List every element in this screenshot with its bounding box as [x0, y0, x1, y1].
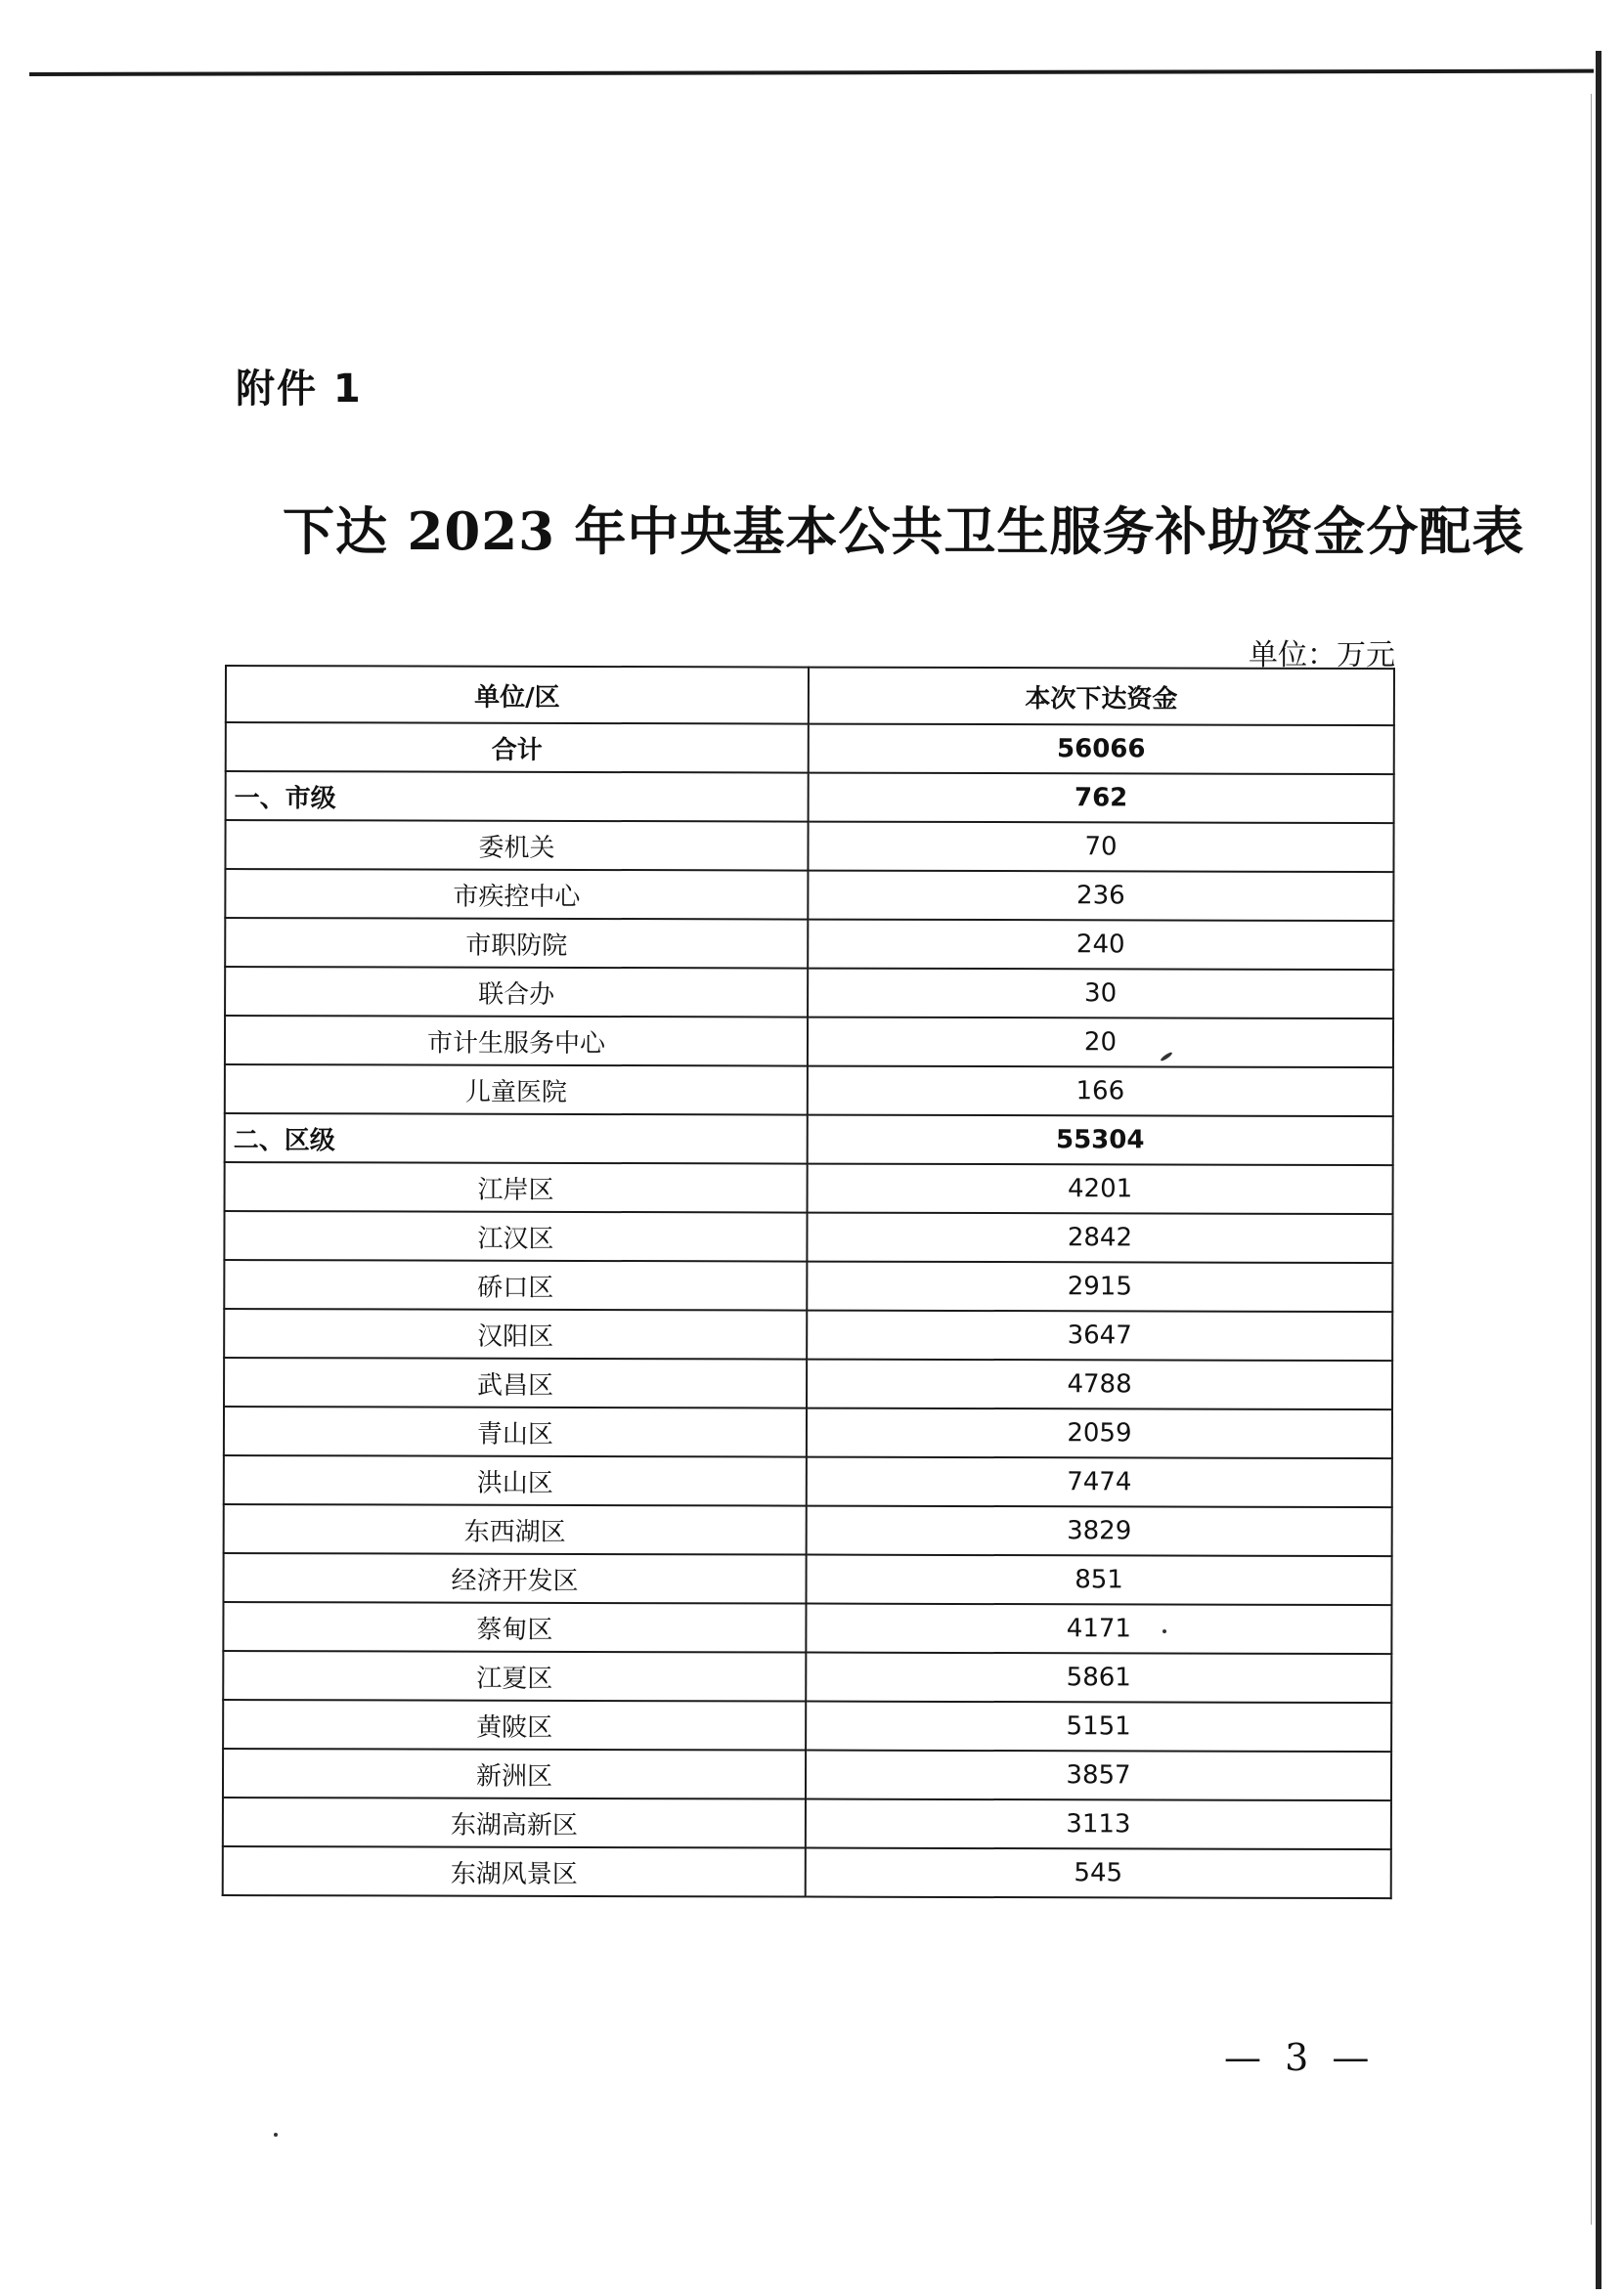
section-row-city	[226, 771, 1394, 823]
district-name: 硚口区	[224, 1260, 807, 1311]
district-amount: 2842	[807, 1213, 1392, 1264]
total-label: 合计	[226, 722, 809, 773]
unit-amount: 236	[808, 871, 1393, 922]
table-row	[224, 1260, 1392, 1312]
district-name: 江汉区	[224, 1211, 807, 1262]
district-name: 洪山区	[224, 1455, 807, 1506]
district-amount: 2915	[807, 1262, 1392, 1313]
unit-label: 单位：万元	[1249, 638, 1395, 672]
table-row	[224, 1455, 1392, 1507]
table-row	[224, 1211, 1392, 1263]
unit-name: 儿童医院	[225, 1064, 808, 1115]
district-amount: 7474	[807, 1457, 1392, 1508]
document-title: 下达 2023 年中央基本公共卫生服务补助资金分配表	[283, 501, 1525, 562]
table-row	[224, 1407, 1392, 1458]
table-row	[225, 1016, 1393, 1067]
table-row	[224, 1309, 1392, 1361]
district-name: 东湖高新区	[223, 1798, 806, 1848]
district-name: 经济开发区	[223, 1553, 806, 1604]
district-amount: 545	[806, 1848, 1391, 1899]
section-label: 二、区级	[225, 1113, 808, 1164]
unit-name: 市计生服务中心	[225, 1016, 808, 1066]
scan-right-shadow	[1591, 94, 1592, 2225]
total-row	[226, 722, 1394, 774]
table-row	[223, 1846, 1391, 1898]
table-row	[223, 1553, 1391, 1605]
table-row	[225, 918, 1393, 970]
total-amount: 56066	[809, 724, 1394, 775]
attachment-label: 附件 1	[236, 367, 363, 412]
district-name: 江夏区	[223, 1651, 806, 1702]
unit-name: 联合办	[225, 967, 808, 1018]
section-label: 一、市级	[226, 771, 809, 822]
scan-top-border	[29, 69, 1594, 76]
district-amount: 4201	[808, 1164, 1393, 1215]
district-amount: 4788	[807, 1360, 1392, 1410]
district-amount: 3647	[807, 1311, 1392, 1362]
district-amount: 5861	[806, 1653, 1391, 1704]
district-name: 东西湖区	[224, 1504, 807, 1555]
table-row	[225, 869, 1393, 921]
table-row	[224, 1504, 1392, 1556]
district-amount: 3857	[806, 1751, 1391, 1801]
district-name: 青山区	[224, 1407, 807, 1457]
unit-amount: 240	[808, 920, 1393, 971]
table-row	[224, 1358, 1392, 1409]
table-row	[223, 1749, 1391, 1800]
scan-speck	[274, 2133, 278, 2137]
district-name: 新洲区	[223, 1749, 806, 1799]
scan-right-border	[1596, 51, 1601, 2289]
allocation-table	[222, 665, 1395, 1899]
unit-amount: 166	[808, 1066, 1393, 1117]
section-amount: 55304	[808, 1115, 1393, 1166]
district-name: 武昌区	[224, 1358, 807, 1408]
table-row	[225, 1064, 1393, 1116]
table-row	[223, 1700, 1391, 1752]
district-amount: 4171	[806, 1604, 1391, 1655]
table-row	[223, 1798, 1391, 1849]
unit-name: 市职防院	[225, 918, 808, 969]
unit-name: 委机关	[225, 820, 808, 871]
unit-name: 市疾控中心	[225, 869, 808, 920]
district-name: 汉阳区	[224, 1309, 807, 1360]
district-name: 江岸区	[225, 1162, 808, 1213]
scan-speck	[1162, 1629, 1166, 1633]
district-amount: 3113	[806, 1799, 1391, 1850]
district-name: 东湖风景区	[223, 1846, 806, 1897]
table-header-row	[226, 666, 1394, 725]
header-amount: 本次下达资金	[809, 668, 1394, 726]
district-amount: 5151	[806, 1702, 1391, 1753]
section-amount: 762	[809, 773, 1394, 824]
district-name: 黄陂区	[223, 1700, 806, 1751]
unit-amount: 20	[808, 1018, 1393, 1068]
page-number: — 3 —	[1224, 2036, 1376, 2079]
unit-amount: 30	[808, 969, 1393, 1019]
table-row	[225, 967, 1393, 1018]
district-name: 蔡甸区	[223, 1602, 806, 1653]
district-amount: 2059	[807, 1408, 1392, 1459]
section-row-district	[225, 1113, 1393, 1165]
table-row	[223, 1602, 1391, 1654]
district-amount: 851	[806, 1555, 1391, 1606]
district-amount: 3829	[807, 1506, 1392, 1557]
table-row	[225, 820, 1393, 872]
header-unit: 单位/区	[226, 666, 809, 724]
table-row	[223, 1651, 1391, 1703]
table-row	[225, 1162, 1393, 1214]
unit-amount: 70	[808, 822, 1393, 873]
